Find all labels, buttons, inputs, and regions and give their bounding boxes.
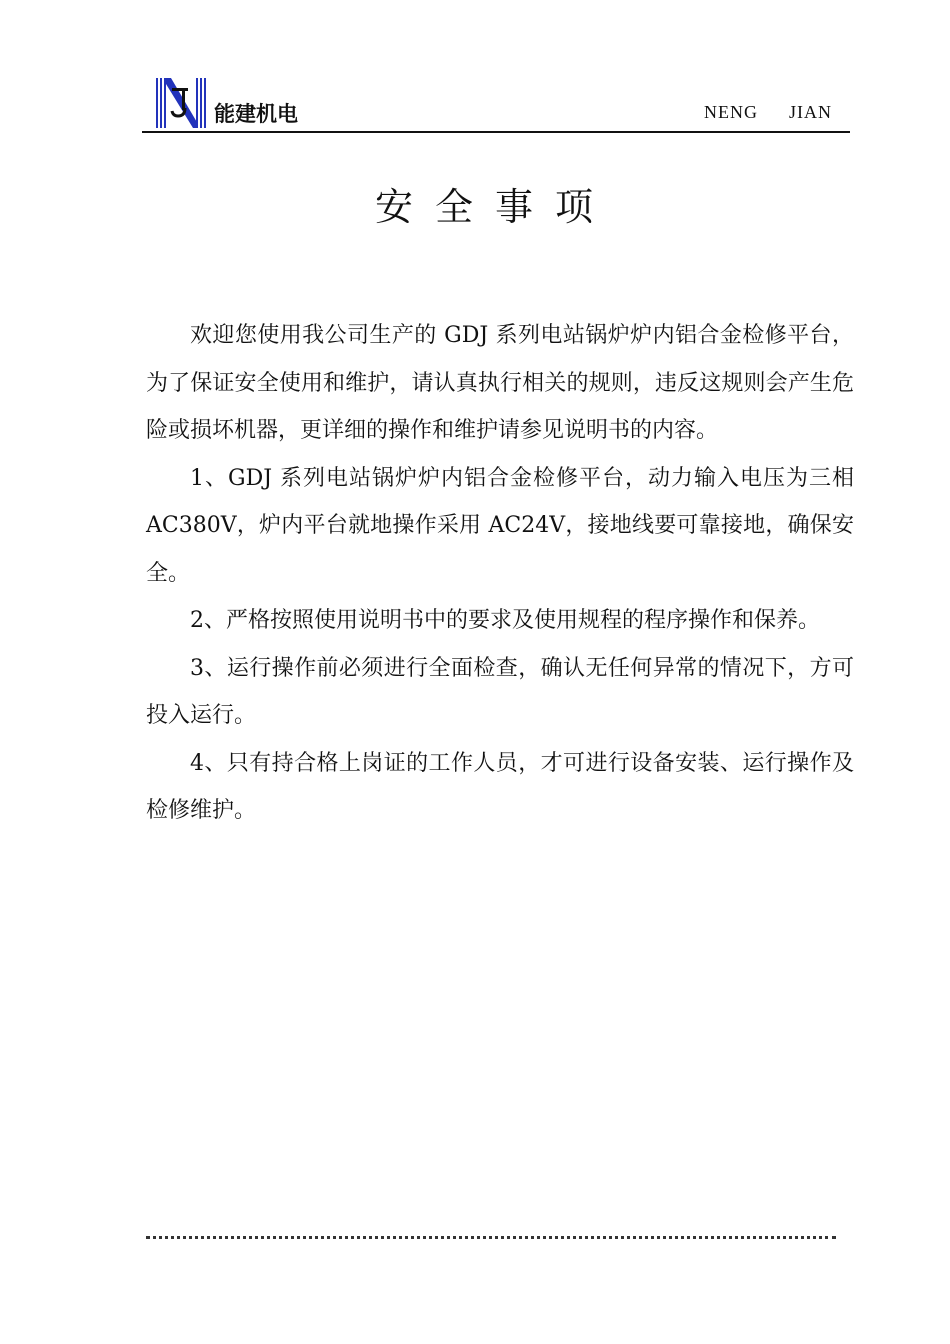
safety-item-1: 1、GDJ 系列电站锅炉炉内铝合金检修平台，动力输入电压为三相 AC380V，炉内平台就地操作采用 AC24V，接地线要可靠接地，确保安全。 — [146, 465, 854, 586]
nengjian-logo-icon — [154, 74, 210, 130]
page-header — [142, 68, 850, 134]
safety-item-3: 3、运行操作前必须进行全面检查，确认无任何异常的情况下，方可投入运行。 — [146, 655, 854, 728]
document-title: 安全事项 — [374, 185, 615, 229]
footer-dotted-line — [146, 1236, 836, 1243]
safety-item-2: 2、严格按照使用说明书中的要求及使用规程的程序操作和保养。 — [190, 608, 820, 633]
header-divider — [142, 131, 850, 133]
company-name: 能建机电 — [214, 102, 298, 126]
document-body — [146, 312, 854, 835]
company-name-english: NENG JIAN — [704, 102, 832, 122]
intro-paragraph: 欢迎您使用我公司生产的 GDJ 系列电站锅炉炉内铝合金检修平台，为了保证安全使用和维护，请认真执行相关的规则，违反这规则会产生危险或损坏机器，更详细的操作和维护请参见说明书的内容。 — [146, 323, 854, 443]
safety-item-4: 4、只有持合格上岗证的工作人员，才可进行设备安装、运行操作及检修维护。 — [146, 750, 854, 823]
